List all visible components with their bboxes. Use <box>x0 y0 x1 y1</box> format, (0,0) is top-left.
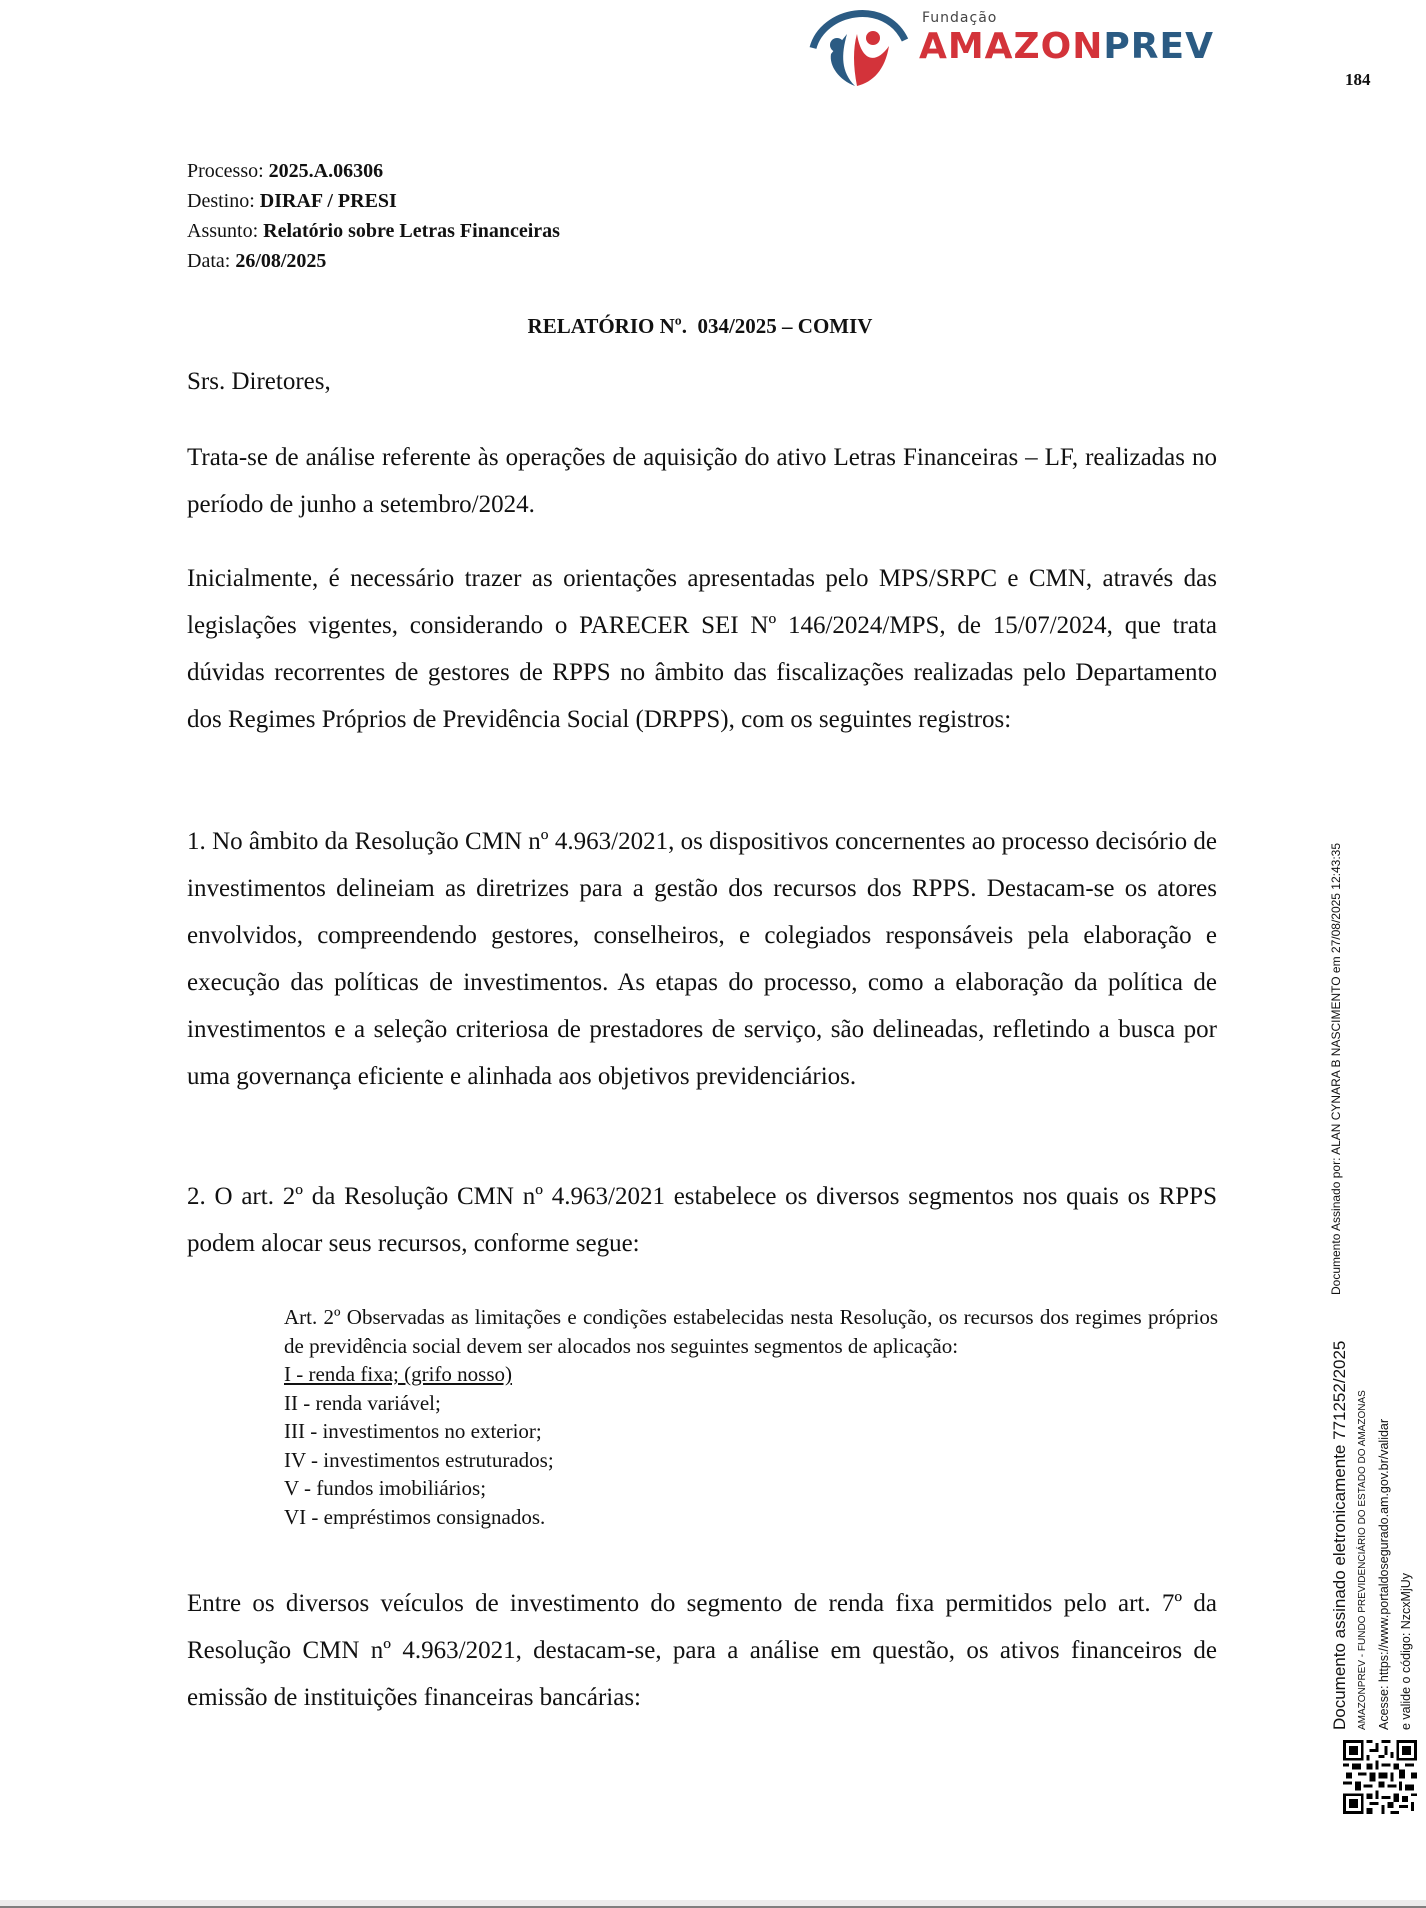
organization-text: AMAZONPREV - FUNDO PREVIDENCIÁRIO DO ESTADO DO AMAZONAS <box>1357 1390 1368 1730</box>
signed-by-text: Documento Assinado por: ALAN CYNARA B NASCIMENTO em 27/08/2025 12:43:35 <box>1329 842 1343 1295</box>
quote-item: V - fundos imobiliários; <box>284 1476 487 1500</box>
logo-small-text: Fundação <box>922 10 998 26</box>
logo-word-amazon: AMAZON <box>919 26 1104 67</box>
validation-url-text[interactable]: Acesse: https://www.portaldosegurado.am.gov.br/validar <box>1377 1418 1391 1730</box>
page-number: 184 <box>1345 70 1371 89</box>
report-title: RELATÓRIO Nº. 034/2025 – COMIV <box>527 314 873 338</box>
legal-quote <box>284 1303 1218 1531</box>
quote-item: III - investimentos no exterior; <box>284 1419 542 1443</box>
amazonprev-logo <box>805 0 1225 90</box>
electronic-signature-text: Documento assinado eletronicamente 771252/2025 <box>1330 1340 1349 1730</box>
meta-destino: Destino: DIRAF / PRESI <box>187 190 397 212</box>
logo-emblem-icon <box>805 0 915 90</box>
meta-processo: Processo: 2025.A.06306 <box>187 160 384 182</box>
paragraph-item-2: 2. O art. 2º da Resolução CMN nº 4.963/2021 estabelece os diversos segmentos nos quais os RPPS podem alocar seus recursos, conforme segue: <box>187 1183 1217 1257</box>
quote-item: VI - empréstimos consignados. <box>284 1504 546 1529</box>
quote-item: IV - investimentos estruturados; <box>284 1447 554 1472</box>
paragraph-renda-fixa: Entre os diversos veículos de investimento do segmento de renda fixa permitidos pelo art. 7º da Resolução CMN nº 4.963/2021, destacam-se, para a análise em questão, os ativos financeiros de emissão de instituições financeiras bancárias: <box>187 1590 1217 1711</box>
paragraph-orientacoes: Inicialmente, é necessário trazer as orientações apresentadas pelo MPS/SRPC e CMN, através das legislações vigentes, considerando o PARECER SEI Nº 146/2024/MPS, de 15/07/2024, que trata dúvidas recorrentes de gestores de RPPS no âmbito das fiscalizações realizadas pelo Departamento dos Regimes Próprios de Previdência Social (DRPPS), com os seguintes registros: <box>187 565 1217 733</box>
page-bottom-edge <box>0 1900 1426 1908</box>
quote-item: II - renda variável; <box>284 1390 441 1415</box>
logo-wordmark <box>919 26 1214 67</box>
qr-code-icon <box>1343 1740 1417 1814</box>
quote-item: I - renda fixa; (grifo nosso) <box>284 1362 513 1386</box>
logo-word-prev: PREV <box>1103 26 1214 67</box>
paragraph-item-1: 1. No âmbito da Resolução CMN nº 4.963/2021, os dispositivos concernentes ao processo decisório de investimentos delineiam as diretrizes para a gestão dos recursos dos RPPS. Destacam-se os atores envolvidos, compreendendo gestores, conselheiros, e colegiados responsáveis pela elaboração e execução das políticas de investimentos. As etapas do processo, como a elaboração da política de investimentos e a seleção criteriosa de prestadores de serviço, são delineadas, refletindo a busca por uma governança eficiente e alinhada aos objetivos previdenciários. <box>187 828 1217 1090</box>
document-meta <box>187 156 560 276</box>
validation-code-text: e valide o código: NzcxMjUy <box>1399 1572 1413 1730</box>
meta-data: Data: 26/08/2025 <box>187 250 327 272</box>
greeting: Srs. Diretores, <box>187 368 331 395</box>
meta-assunto: Assunto: Relatório sobre Letras Financeiras <box>187 220 560 242</box>
quote-intro: Art. 2º Observadas as limitações e condições estabelecidas nesta Resolução, os recursos dos regimes próprios de previdência social devem ser alocados nos seguintes segmentos de aplicação: <box>284 1305 1218 1358</box>
paragraph-intro: Trata-se de análise referente às operações de aquisição do ativo Letras Financeiras – LF, realizadas no período de junho a setembro/2024. <box>187 444 1217 518</box>
